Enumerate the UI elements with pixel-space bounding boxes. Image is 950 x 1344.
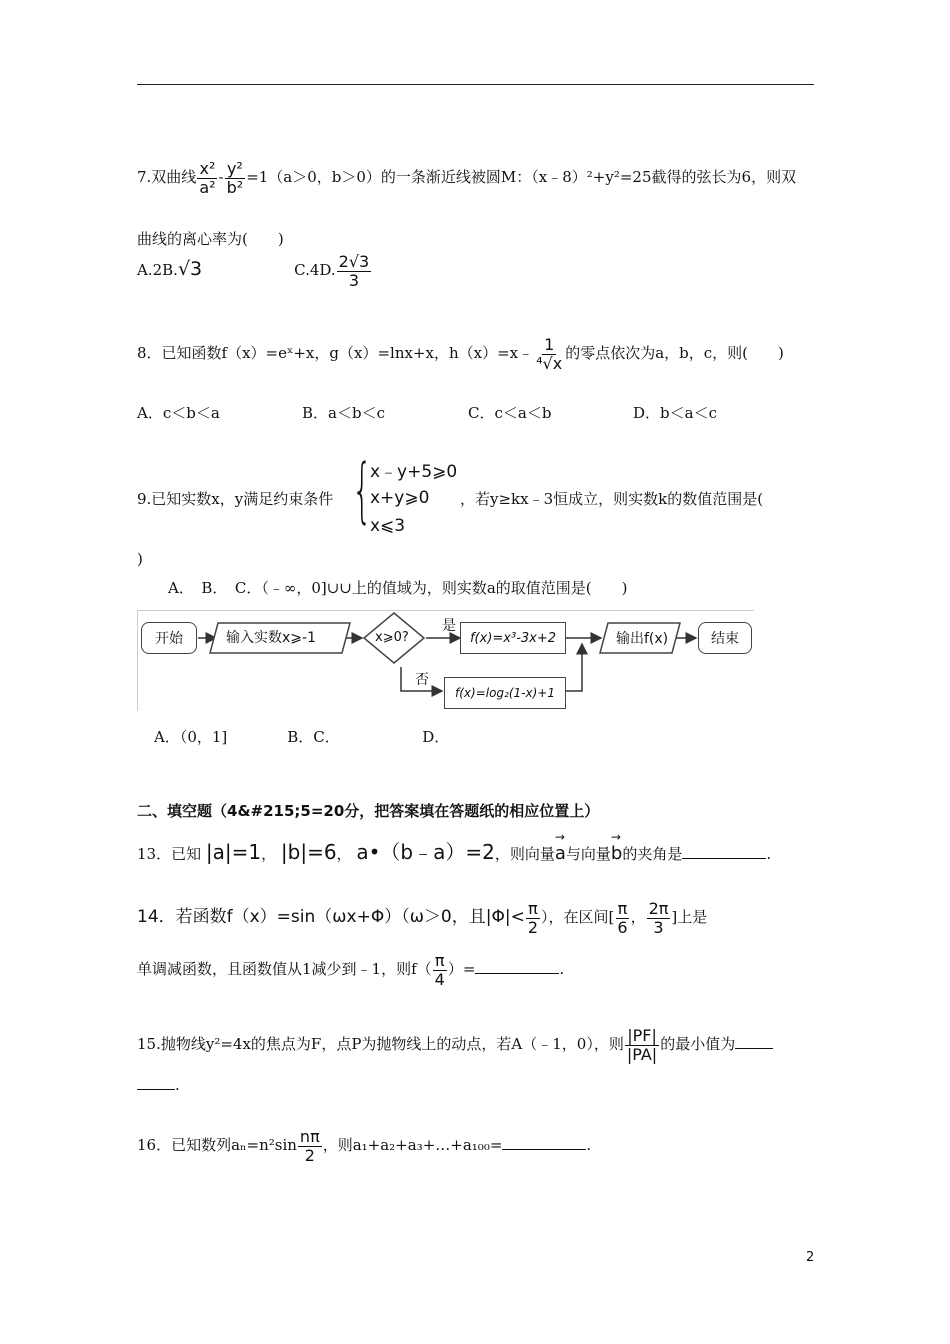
q7-frac-y: $\frac{\text{y²}}{\text{b²}}$: [226, 159, 244, 197]
flow-output: 输出f(x): [616, 631, 669, 647]
question-8: 8．已知函数f（x）=eˣ+x，g（x）=lnx+x，h（x）=x﹣ $\frac{1}{\text{⁴√x}}$ 的零点依次为a，b，c，则( ): [137, 335, 784, 373]
q8-option-b: B．a＜b＜c: [302, 404, 385, 422]
q16-blank: [502, 1135, 586, 1150]
q7-options: A.2B.√3 C.4D. $\frac{2√3}{3}$: [137, 252, 370, 290]
q13-vector-a: → a: [555, 843, 566, 864]
q9-constraint-3: x⩽3: [370, 516, 406, 536]
q9-brace: {: [352, 449, 373, 531]
q7-prefix: 7.双曲线: [137, 168, 197, 187]
question-14: 14．若函数f（x）=sin（ωx+Φ）（ω＞0，且|Φ|< $\frac{\pi}{2}$ ），在区间[ $\frac{\pi}{6}$ ， $\frac{2\pi}{3}$ ]上是: [137, 899, 708, 937]
q13-vector-b: → b: [611, 843, 622, 864]
header-rule: [137, 84, 814, 85]
q9-constraint-2: x+y⩾0: [370, 488, 430, 508]
page-number: 2: [806, 1250, 815, 1265]
q14-frac-pi6: $\frac{\pi}{6}$: [617, 899, 628, 937]
flow-no-label: 否: [415, 672, 429, 688]
question-7: 7.双曲线 $\frac{\text{x²}}{\text{a²}}$ - $\frac{\text{y²}}{\text{b²}}$ =1（a＞0，b＞0）的一条渐近线被圆M：（x﹣8）²+y²=25截得的弦长为6，则双: [137, 159, 797, 197]
q13-dot-expr: a•（b﹣a）=2: [356, 840, 495, 864]
q15-line2: .: [137, 1075, 180, 1094]
q9-options: A． B． C．（﹣∞，0]∪∪上的值域为，则实数a的取值范围是( ): [168, 579, 628, 597]
flowchart: [137, 610, 754, 711]
q15-frac: $\frac{|PF|}{|PA|}$: [626, 1026, 658, 1064]
q7-line2: 曲线的离心率为( ): [137, 230, 284, 248]
q14-blank: [475, 959, 559, 974]
q9-constraint-1: x﹣y+5⩾0: [370, 462, 458, 482]
flow-decision: x⩾0?: [375, 630, 409, 645]
q7-frac-x: $\frac{\text{x²}}{\text{a²}}$: [199, 159, 216, 197]
q16-frac: $\frac{n\pi}{2}$: [299, 1127, 320, 1165]
q9-suffix: ，若y≥kx﹣3恒成立，则实数k的数值范围是(: [460, 490, 764, 508]
q14-frac-2pi3: $\frac{2\pi}{3}$: [648, 899, 669, 937]
flow-f-yes: f(x)=x³-3x+2: [460, 622, 566, 654]
flow-yes-label: 是: [442, 618, 456, 634]
q12-options: A．（0，1] B．C． D．: [154, 728, 450, 746]
q8-option-a: A．c＜b＜a: [137, 404, 220, 422]
q14-line2: 单调减函数，且函数值从1减少到﹣1，则f（ $\frac{\pi}{4}$ ）= .: [137, 951, 565, 989]
q14-frac-pi2: $\frac{\pi}{2}$: [527, 899, 539, 937]
q8-option-c: C．c＜a＜b: [468, 404, 552, 422]
q14-frac-pi4: $\frac{\pi}{4}$: [434, 951, 445, 989]
question-16: 16．已知数列aₙ=n²sin $\frac{n\pi}{2}$ ，则a₁+a₂+a₃+…+a₁₀₀= .: [137, 1127, 592, 1165]
q15-blank-part1: [735, 1034, 773, 1049]
q7-frac-d: $\frac{2√3}{3}$: [338, 252, 370, 290]
q15-blank-part2: [137, 1075, 175, 1090]
q9-prefix: 9.已知实数x，y满足约束条件: [137, 490, 334, 508]
flow-start: 开始: [141, 622, 197, 654]
question-13: 13．已知 |a|=1， |b|=6， a•（b﹣a）=2，则向量→ a与向量→ b的夹角是 .: [137, 836, 771, 865]
question-15: 15.抛物线y²=4x的焦点为F，点P为抛物线上的动点，若A（﹣1，0），则 $\frac{|PF|}{|PA|}$ 的最小值为: [137, 1027, 773, 1063]
section-2-title: 二、填空题（4&#215;5=20分，把答案填在答题纸的相应位置上）: [137, 802, 600, 820]
flow-end: 结束: [698, 622, 752, 654]
q7-suffix: =1（a＞0，b＞0）的一条渐近线被圆M：（x﹣8）²+y²=25截得的弦长为6，则双: [246, 168, 797, 187]
q9-line2: ): [137, 550, 143, 568]
q8-frac: $\frac{1}{\text{⁴√x}}$: [536, 335, 563, 373]
q13-b-norm: |b|=6: [280, 840, 337, 864]
flow-input: 输入实数x⩾-1: [226, 630, 316, 646]
q13-a-norm: |a|=1: [205, 840, 262, 864]
q13-blank: [682, 844, 766, 859]
flow-f-no: f(x)=log₂(1-x)+1: [444, 677, 566, 709]
q8-option-d: D．b＜a＜c: [633, 404, 717, 422]
q7-sqrt3: √3: [177, 258, 203, 281]
